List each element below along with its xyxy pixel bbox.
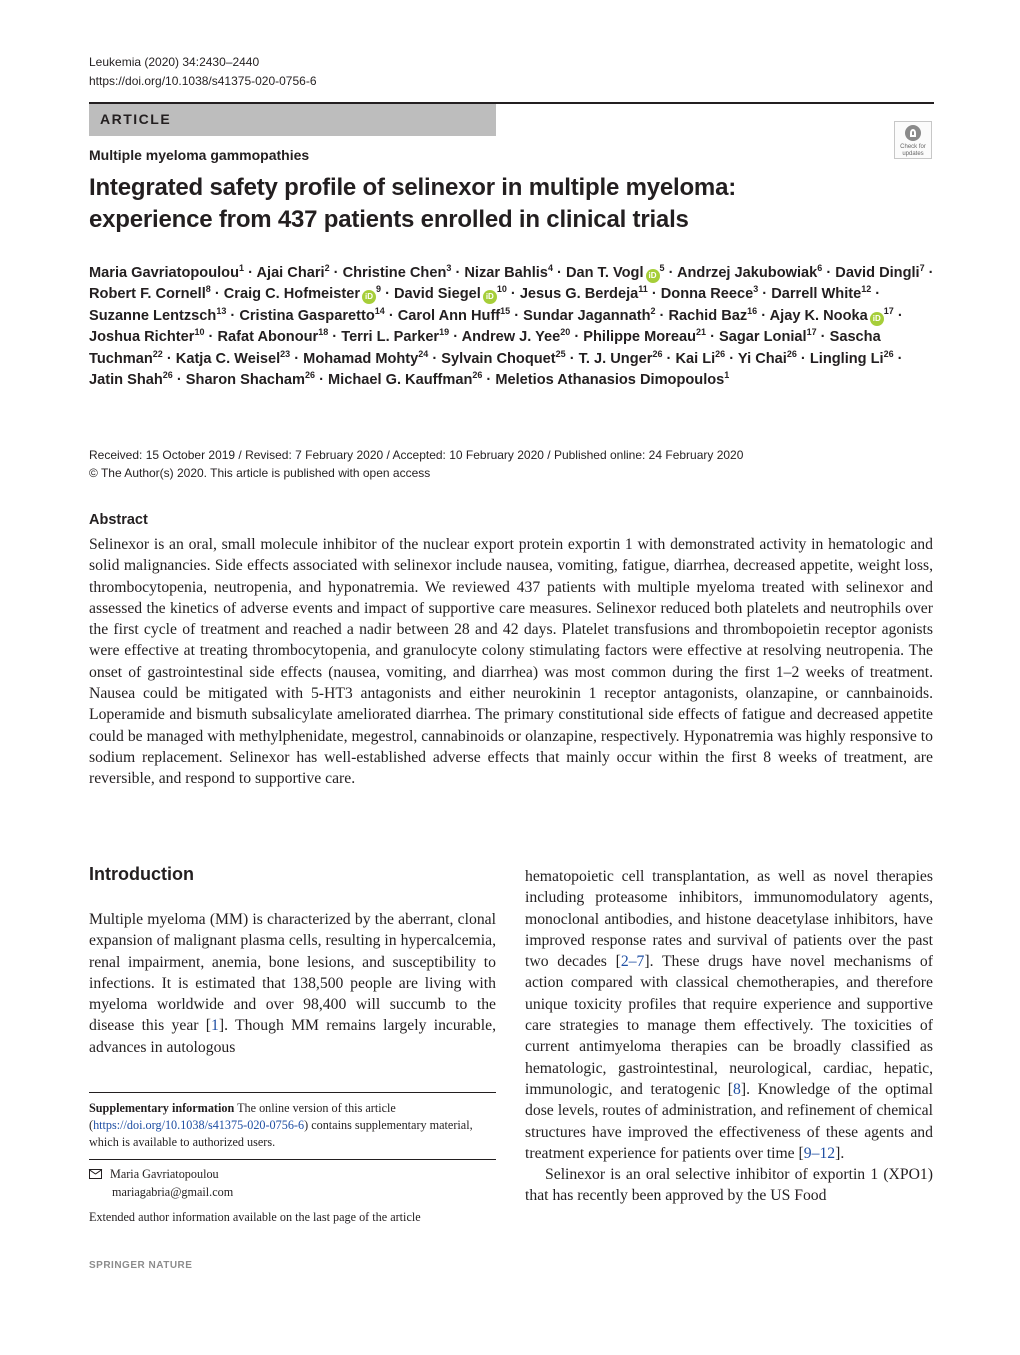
- author-separator: ·: [210, 286, 224, 303]
- author-separator: ·: [816, 329, 830, 346]
- author[interactable]: [523, 305, 656, 324]
- author[interactable]: [239, 305, 385, 324]
- author-name: Nizar Bahlis: [464, 265, 548, 281]
- author[interactable]: [397, 305, 511, 324]
- author[interactable]: [256, 265, 329, 281]
- orcid-icon[interactable]: iD: [483, 290, 497, 304]
- affiliation-number: 2: [324, 263, 330, 273]
- author-separator: ·: [796, 350, 810, 367]
- author[interactable]: [835, 265, 924, 281]
- author-name: Suzanne Lentzsch: [89, 307, 217, 324]
- affiliation-number: 1: [724, 370, 730, 381]
- intro-text: Multiple myeloma (MM) is characterized by the aberrant, clonal expansion of malignant plasma cells, resulting in hypercalcemia, renal impairment, anemia, bone lesions, and susceptibility to infections. It is estimated that 138,500 people are living with myeloma worldwide and over 98,400 will succumb to the disease this year [: [89, 911, 496, 1035]
- author[interactable]: [441, 348, 566, 367]
- author-name: Darrell White: [771, 286, 862, 303]
- subject-category: Multiple myeloma gammopathies: [89, 147, 310, 163]
- corresponding-name: Maria Gavriatopoulou: [110, 1167, 219, 1181]
- affiliation-number: 24: [418, 348, 429, 359]
- author[interactable]: [343, 265, 452, 281]
- affiliation-number: 14: [374, 305, 385, 316]
- affiliation-number: 3: [753, 284, 759, 295]
- author-name: Yi Chai: [737, 350, 787, 367]
- author-name: Philippe Moreau: [583, 329, 696, 346]
- author[interactable]: [341, 329, 449, 345]
- affiliation-number: 1: [239, 263, 245, 273]
- author-name: Sylvain Choquet: [441, 350, 556, 367]
- affiliation-number: 8: [205, 284, 211, 295]
- author-name: Katja C. Weisel: [175, 350, 281, 367]
- affiliation-number: 26: [883, 348, 894, 359]
- paragraph: Selinexor is an oral selective inhibitor of exportin 1 (XPO1) that has recently been approved by the US Food: [525, 1166, 933, 1205]
- paragraph: [525, 866, 933, 1164]
- author-name: Meletios Athanasios Dimopoulos: [495, 372, 725, 389]
- author-separator: ·: [506, 286, 520, 303]
- author-separator: ·: [451, 265, 465, 281]
- author-separator: ·: [162, 350, 176, 367]
- abstract-heading: Abstract: [89, 512, 148, 528]
- copyright-line: © The Author(s) 2020. This article is published with open access: [89, 466, 431, 480]
- author[interactable]: [771, 286, 871, 302]
- author-name: Andrew J. Yee: [461, 329, 561, 346]
- author[interactable]: [495, 372, 729, 388]
- author[interactable]: [464, 265, 553, 281]
- journal-header: [89, 53, 317, 91]
- author[interactable]: [89, 305, 227, 324]
- affiliation-number: 26: [472, 370, 483, 381]
- article-title: [89, 172, 919, 236]
- author-list: [89, 263, 939, 391]
- author[interactable]: [661, 286, 758, 302]
- author[interactable]: [677, 265, 822, 281]
- supplementary-text: The online version of this article (: [89, 1101, 396, 1132]
- author-name: Sharon Shacham: [185, 372, 306, 389]
- author-separator: ·: [204, 329, 218, 346]
- author-separator: ·: [871, 286, 881, 303]
- author[interactable]: [186, 372, 315, 388]
- affiliation-number: 3: [446, 263, 452, 273]
- author-name: David Dingli: [835, 265, 920, 281]
- doi-link[interactable]: https://doi.org/10.1038/s41375-020-0756-6: [89, 74, 317, 88]
- intro-text: hematopoietic cell transplantation, as well as novel therapies including proteasome inhibitors, immunomodulatory agents, monoclonal antibodies, and histone deacetylase inhibitors, have improved response rates and survival of patients over the past two decades [: [525, 868, 933, 971]
- title-line-1: Integrated safety profile of selinexor in multiple myeloma:: [89, 174, 737, 201]
- author-separator: ·: [570, 329, 584, 346]
- author-separator: ·: [565, 350, 579, 367]
- extended-author-info: Extended author information available on the last page of the article: [89, 1210, 421, 1224]
- footnote-rule: [89, 1092, 496, 1093]
- affiliation-number: 15: [500, 305, 511, 316]
- orcid-icon[interactable]: iD: [870, 312, 884, 326]
- supplementary-label: Supplementary information: [89, 1101, 235, 1115]
- author[interactable]: [668, 305, 758, 324]
- affiliation-number: 25: [555, 348, 566, 359]
- author-name: Rachid Baz: [668, 307, 748, 324]
- affiliation-number: 18: [318, 327, 329, 338]
- footnote-rule: [89, 1159, 496, 1160]
- corresponding-email[interactable]: mariagabria@gmail.com: [112, 1184, 234, 1199]
- author-name: Sascha Tuchman: [89, 329, 881, 367]
- author[interactable]: [89, 372, 173, 388]
- author-name: Sagar Lonial: [719, 329, 807, 346]
- bookmark-icon: [905, 125, 921, 141]
- intro-text: ].: [835, 1144, 845, 1162]
- author[interactable]: [89, 265, 244, 281]
- author-separator: ·: [757, 307, 770, 324]
- author-name: Robert F. Cornell: [89, 286, 206, 303]
- citation-link[interactable]: 8: [733, 1080, 741, 1098]
- affiliation-number: 26: [305, 370, 316, 381]
- author-separator: ·: [449, 329, 462, 346]
- affiliation-number: 17: [806, 327, 817, 338]
- affiliation-number: 9: [376, 284, 382, 295]
- affiliation-number: 21: [696, 327, 707, 338]
- affiliation-number: 6: [817, 263, 823, 273]
- author[interactable]: [328, 372, 482, 388]
- author-name: Cristina Gasparetto: [239, 307, 375, 324]
- author-separator: ·: [172, 372, 186, 389]
- author-separator: ·: [315, 372, 329, 389]
- author-name: David Siegel: [394, 286, 481, 303]
- affiliation-number: 11: [638, 284, 648, 295]
- author-name: Christine Chen: [342, 265, 447, 281]
- title-line-2: experience from 437 patients enrolled in clinical trials: [89, 206, 689, 233]
- author-separator: ·: [482, 372, 496, 389]
- author-name: Mohamad Mohty: [303, 350, 419, 367]
- author-name: Ajay K. Nooka: [769, 307, 868, 324]
- author-separator: ·: [725, 350, 738, 367]
- author[interactable]: [89, 286, 211, 302]
- affiliation-number: 5: [659, 263, 665, 273]
- author[interactable]: [809, 348, 894, 367]
- citation-link[interactable]: 1: [211, 1017, 219, 1035]
- author-separator: ·: [290, 350, 304, 367]
- affiliation-number: 12: [861, 284, 872, 295]
- author-name: T. J. Unger: [578, 350, 653, 367]
- intro-text: ]. These drugs have novel mechanisms of action compared with classical chemotherapies, and therefore unique toxicity profiles that require experience and supportive care strategies to manage them effectively. The toxicities of current antimyeloma therapies can be broadly classified as hematologic, gastrointestinal, neurological, cardiac, hepatic, immunologic, and teratogenic [: [525, 953, 934, 1098]
- author-separator: ·: [822, 265, 836, 281]
- affiliation-number: 19: [439, 327, 450, 338]
- affiliation-number: 22: [152, 348, 163, 359]
- affiliation-number: 23: [280, 348, 291, 359]
- author-separator: ·: [552, 265, 566, 281]
- affiliation-number: 17: [883, 305, 894, 316]
- author[interactable]: [566, 265, 665, 281]
- affiliation-number: 20: [560, 327, 571, 338]
- author-name: Terri L. Parker: [341, 329, 440, 346]
- check-updates-text: Check for updates: [900, 144, 926, 157]
- affiliation-number: 16: [747, 305, 758, 316]
- affiliation-number: 26: [652, 348, 663, 359]
- author-separator: ·: [510, 307, 524, 324]
- journal-citation: Leukemia (2020) 34:2430–2440: [89, 55, 260, 69]
- author-separator: ·: [664, 265, 677, 281]
- author[interactable]: [303, 348, 429, 367]
- author-name: Lingling Li: [809, 350, 884, 367]
- author[interactable]: [737, 348, 797, 367]
- history-dates: Received: 15 October 2019 / Revised: 7 February 2020 / Accepted: 10 February 2020 / Published online: 24 February 2020: [89, 448, 744, 462]
- affiliation-number: 4: [547, 263, 553, 273]
- orcid-icon[interactable]: iD: [646, 269, 660, 283]
- author[interactable]: [224, 286, 381, 302]
- affiliation-number: 7: [919, 263, 925, 273]
- author-separator: ·: [662, 350, 676, 367]
- author[interactable]: [462, 329, 571, 345]
- author[interactable]: [175, 348, 291, 367]
- affiliation-number: 2: [650, 305, 656, 316]
- citation-link[interactable]: 9–12: [803, 1144, 836, 1162]
- author-name: Andrzej Jakubowiak: [676, 265, 818, 281]
- author-name: Rafat Abonour: [217, 329, 319, 346]
- author-separator: ·: [381, 286, 395, 303]
- author-separator: ·: [758, 286, 772, 303]
- author[interactable]: [719, 329, 817, 345]
- article-type-bar: [89, 104, 496, 136]
- author[interactable]: [217, 329, 328, 345]
- supplementary-link[interactable]: https://doi.org/10.1038/s41375-020-0756-6: [93, 1118, 305, 1132]
- author[interactable]: [89, 329, 204, 345]
- intro-text: ]. Though MM remains largely incurable, advances in autologous: [89, 1017, 497, 1056]
- author-name: Kai Li: [675, 350, 716, 367]
- author-name: Ajai Chari: [256, 265, 325, 281]
- envelope-icon: [89, 1169, 102, 1179]
- supplementary-info: [89, 1100, 496, 1151]
- author[interactable]: [578, 348, 663, 367]
- abstract-text: Selinexor is an oral, small molecule inhibitor of the nuclear export protein exportin 1 with demonstrated activity in hematologic and solid malignancies. Side effects associated with selinexor include nausea, vomiting, fatigue, diarrhea, decreased appetite, weight loss, thrombocytopenia, neutropenia, and hyponatremia. We reviewed 437 patients with multiple myeloma treated with selinexor and assessed the kinetics of adverse events and impact of supportive care measures. Selinexor reduced both platelets and neutrophils over the first cycle of treatment and reached a nadir between 28 and 42 days. Platelet transfusions and thrombopoietin receptor agonists were effective at treating thrombocytopenia, and granulocyte colony stimulating factors were effective at resolving neutropenia. The onset of gastrointestinal side effects (nausea, vomiting, and diarrhea) was most common during the first 1–2 weeks of treatment. Nausea could be mitigated with 5-HT3 antagonists and either neurokinin 1 receptor antagonists, olanzapine, or cannbainoids. Loperamide and bismuth subsalicylate ameliorated diarrhea. The primary constitutional side effects of fatigue and decreased appetite could be managed with methylphenidate, megestrol, cannabinoids or olanzapine, respectively. Hyponatremia was highly responsive to sodium replacement. Selinexor has well-established adverse effects that mainly occur within the first 8 weeks of treatment, are reversible, and respond to supportive care.: [89, 536, 933, 788]
- affiliation-number: 26: [162, 370, 173, 381]
- author[interactable]: [520, 286, 648, 302]
- author-name: Maria Gavriatopoulou: [89, 265, 240, 281]
- author-separator: ·: [893, 350, 903, 367]
- author-separator: ·: [647, 286, 661, 303]
- author-name: Carol Ann Huff: [397, 307, 501, 324]
- author-separator: ·: [384, 307, 398, 324]
- author-name: Jatin Shah: [89, 372, 163, 389]
- affiliation-number: 13: [216, 305, 227, 316]
- author-name: Michael G. Kauffman: [328, 372, 473, 389]
- author-separator: ·: [329, 265, 343, 281]
- author-separator: ·: [655, 307, 669, 324]
- author-separator: ·: [244, 265, 257, 281]
- intro-column-right: [525, 866, 933, 1207]
- author-separator: ·: [226, 307, 240, 324]
- author-name: Craig C. Hofmeister: [223, 286, 361, 303]
- citation-link[interactable]: 2–7: [620, 953, 645, 971]
- author[interactable]: [583, 329, 706, 345]
- introduction-heading: Introduction: [89, 864, 194, 884]
- article-type-label: ARTICLE: [100, 111, 172, 127]
- author-separator: ·: [328, 329, 342, 346]
- author-separator: ·: [706, 329, 719, 346]
- author-separator: ·: [428, 350, 442, 367]
- affiliation-number: 26: [786, 348, 797, 359]
- author-separator: ·: [924, 265, 934, 281]
- supplementary-text: ) contains supplementary material, which is available to authorized users.: [89, 1118, 473, 1149]
- author-separator: ·: [893, 307, 903, 324]
- affiliation-number: 26: [715, 348, 726, 359]
- publisher-logo: SPRINGER NATURE: [89, 1260, 193, 1271]
- publication-dates: [89, 446, 939, 482]
- check-for-updates-badge[interactable]: [894, 121, 932, 159]
- author[interactable]: [769, 305, 894, 324]
- author-name: Jesus G. Berdeja: [519, 286, 639, 303]
- author[interactable]: [394, 286, 507, 302]
- orcid-icon[interactable]: iD: [362, 290, 376, 304]
- affiliation-number: 10: [496, 284, 507, 295]
- author[interactable]: [675, 348, 726, 367]
- author-name: Joshua Richter: [89, 329, 195, 346]
- author-name: Donna Reece: [660, 286, 754, 303]
- author-name: Sundar Jagannath: [523, 307, 651, 324]
- author-name: Dan T. Vogl: [565, 265, 644, 281]
- intro-column-left: [89, 909, 496, 1058]
- intro-text: ]. Knowledge of the optimal dose levels, routes of administration, and refinement of chemical structures have improved the effectiveness of these agents and treatment experience for patients over time [: [525, 1080, 934, 1162]
- corresponding-author: [89, 1166, 496, 1201]
- affiliation-number: 10: [194, 327, 205, 338]
